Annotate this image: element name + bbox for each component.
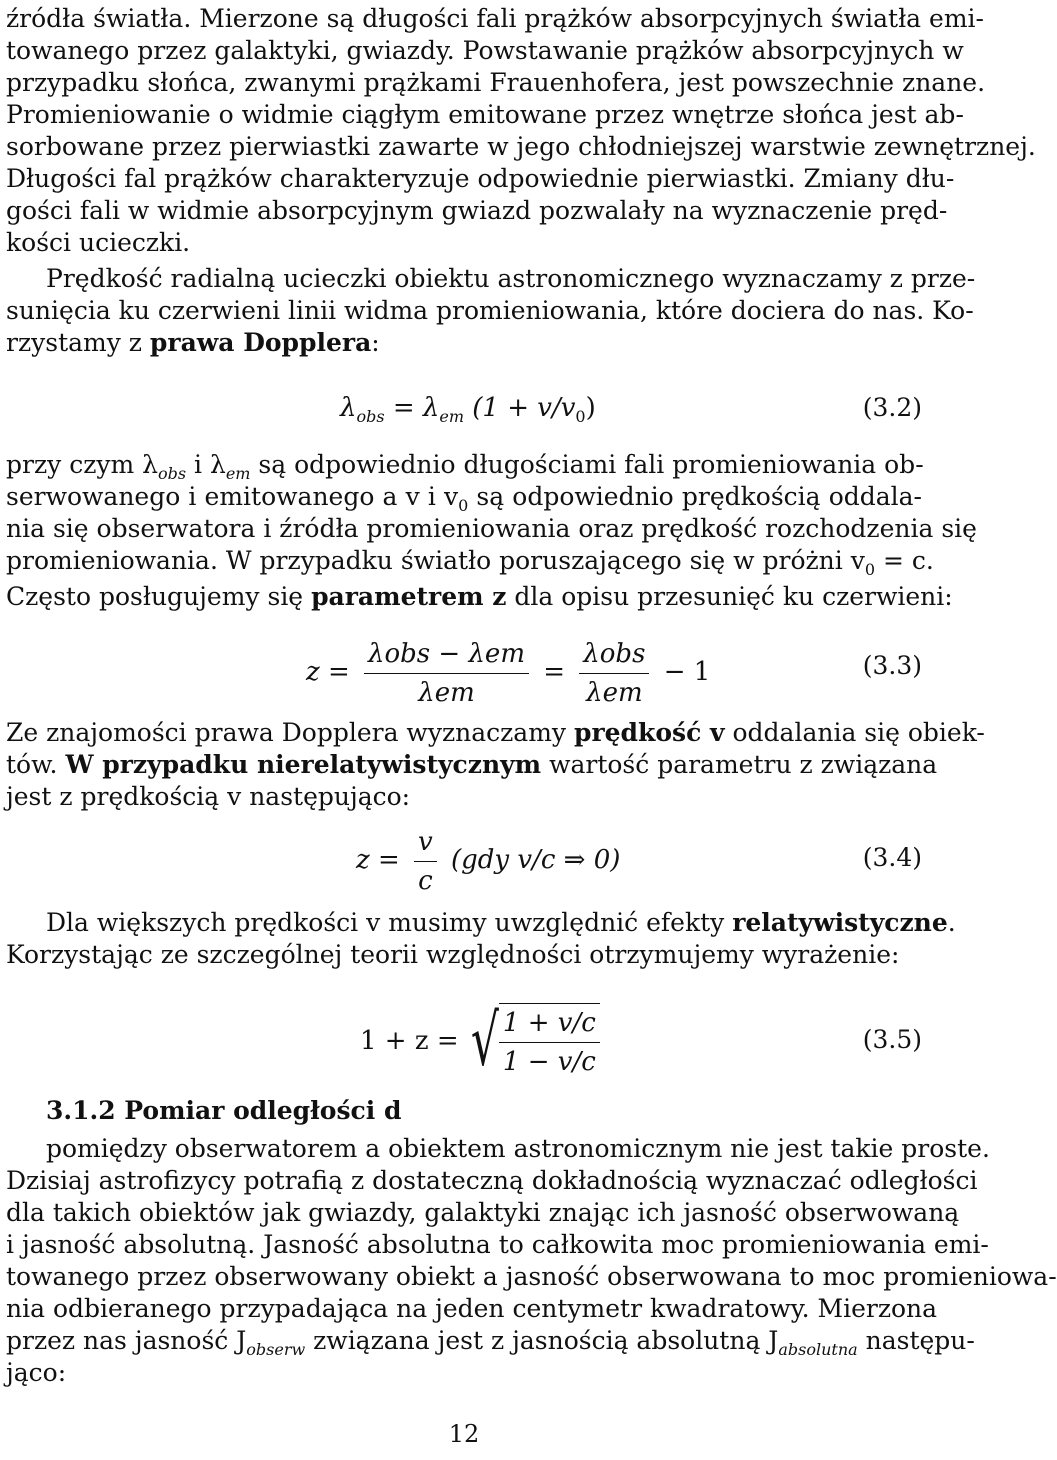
text-line: [6, 326, 380, 360]
equation-number: (3.3): [862, 651, 922, 680]
page-number: 12: [448, 1420, 480, 1448]
text-line: Dzisiaj astrofizycy potrafią z dostateczną dokładnością wyznaczać odległości: [6, 1166, 978, 1195]
text-line: pomiędzy obserwatorem a obiektem astronomicznym nie jest takie proste.: [46, 1134, 990, 1163]
text-line: dla takich obiektów jak gwiazdy, galaktyki znając ich jasność obserwowaną: [6, 1198, 960, 1227]
text-line: jest z prędkością v następująco:: [6, 782, 411, 811]
numerator: λobs − λem: [364, 635, 529, 674]
eq-part: ): [585, 393, 596, 423]
text-span: serwowanego i emitowanego a v i v: [6, 482, 459, 511]
fraction: [499, 1003, 600, 1081]
text-line: [6, 716, 985, 750]
denominator: λem: [418, 677, 475, 708]
text-span: i λ: [186, 450, 226, 479]
sqrt-icon: √: [470, 1000, 499, 1082]
text-span: są odpowiednio prędkością oddala-: [468, 482, 923, 511]
text-line: źródła światła. Mierzone są długości fali prążków absorpcyjnych światła emi-: [6, 4, 984, 33]
text-span: przy czym λ: [6, 450, 158, 479]
text-span: Często posługujemy się: [6, 582, 312, 611]
eq-part: 1 + z =: [360, 1026, 459, 1056]
text-span: rzystamy z: [6, 328, 150, 357]
text-line: nia odbieranego przypadająca na jeden centymetr kwadratowy. Mierzona: [6, 1294, 938, 1323]
numerator: v: [414, 823, 437, 862]
text-span: .: [947, 908, 956, 937]
text-span: dla opisu przesunięć ku czerwieni:: [506, 582, 953, 611]
eq-part: z =: [356, 845, 400, 875]
text-span: wartość parametru z związana: [541, 750, 938, 779]
numerator: λobs: [579, 635, 649, 674]
subscript: em: [439, 407, 465, 427]
bold-term: prawa Dopplera: [149, 328, 372, 357]
text-line: Prędkość radialną ucieczki obiektu astronomicznego wyznaczamy z prze-: [46, 264, 976, 293]
eq-part: (gdy v/c ⇒ 0): [450, 845, 621, 875]
text-line: gości fali w widmie absorpcyjnym gwiazd pozwalały na wyznaczenie pręd-: [6, 196, 948, 225]
text-line: Długości fal prążków charakteryzuje odpowiednie pierwiastki. Zmiany dłu-: [6, 164, 955, 193]
bold-term: W przypadku nierelatywistycznym: [65, 750, 542, 779]
subscript: obs: [158, 464, 187, 483]
text-line: jąco:: [6, 1358, 67, 1387]
equation-number: (3.2): [862, 393, 922, 422]
text-span: :: [371, 328, 380, 357]
text-span: związana jest z jasnością absolutną J: [305, 1326, 779, 1355]
text-span: następu-: [857, 1326, 975, 1355]
denominator: λem: [586, 677, 643, 708]
text-line: [6, 448, 922, 482]
fraction: [414, 823, 437, 900]
text-line: kości ucieczki.: [6, 228, 191, 257]
text-line: serwowanego i emitowanego a v i $v_0$ są odpowiednio prędkością oddala-: [6, 482, 923, 515]
text-line: i jasność absolutną. Jasność absolutna to całkowita moc promieniowania emi-: [6, 1230, 989, 1259]
equation-number: (3.4): [862, 843, 922, 872]
equation-3-3: [306, 632, 710, 712]
eq-part: z =: [306, 657, 350, 687]
text-line: przypadku słońca, zwanymi prążkami Frauenhofera, jest powszechnie znane.: [6, 68, 986, 97]
eq-part: = λ: [384, 393, 440, 423]
subscript: absolutna: [778, 1340, 858, 1359]
text-line: Promieniowanie o widmie ciągłym emitowane przez wnętrze słońca jest ab-: [6, 100, 964, 129]
subscript: obs: [356, 407, 385, 427]
section-heading: 3.1.2 Pomiar odległości d: [46, 1096, 402, 1125]
text-span: są odpowiednio długościami fali promieniowania ob-: [250, 450, 924, 479]
text-span: przez nas jasność J: [6, 1326, 247, 1355]
fraction: [579, 635, 649, 712]
denominator: 1 − v/c: [502, 1047, 596, 1077]
subscript: obserw: [246, 1340, 306, 1359]
text-line: Korzystając ze szczególnej teorii względności otrzymujemy wyrażenie:: [6, 940, 900, 969]
text-span: = c.: [875, 546, 934, 575]
equation-3-2: [340, 378, 596, 438]
lambda-symbol: λ: [340, 393, 357, 423]
text-span: oddalania się obiek-: [724, 718, 985, 747]
eq-part: − 1: [663, 657, 711, 687]
text-line: sunięcia ku czerwieni linii widma promieniowania, które dociera do nas. Ko-: [6, 296, 974, 325]
text-line: sorbowane przez pierwiastki zawarte w jego chłodniejszej warstwie zewnętrznej.: [6, 132, 1036, 161]
text-line: [6, 748, 938, 782]
text-line: towanego przez galaktyki, gwiazdy. Powstawanie prążków absorpcyjnych w: [6, 36, 964, 65]
subscript: em: [225, 464, 251, 483]
text-line: promieniowania. W przypadku światło poruszającego się w próżni $v_0 = c$.: [6, 546, 934, 579]
text-span: tów.: [6, 750, 66, 779]
numerator: 1 + v/c: [499, 1004, 600, 1043]
text-span: Dla większych prędkości v musimy uwzględnić efekty: [46, 908, 733, 937]
text-line: [46, 906, 956, 940]
text-span: Ze znajomości prawa Dopplera wyznaczamy: [6, 718, 574, 747]
text-line: [6, 580, 953, 614]
fraction: [364, 635, 529, 712]
denominator: c: [418, 865, 433, 896]
bold-term: prędkość v: [573, 718, 725, 747]
text-line: nia się obserwatora i źródła promieniowania oraz prędkość rozchodzenia się: [6, 514, 977, 543]
bold-term: parametrem z: [311, 582, 507, 611]
equation-3-5: [360, 996, 606, 1086]
eq-part: =: [543, 657, 566, 687]
equation-3-4: [356, 820, 620, 900]
text-span: promieniowania. W przypadku światło poruszającego się w próżni v: [6, 546, 865, 575]
bold-term: relatywistyczne: [732, 908, 948, 937]
subscript: 0: [575, 407, 586, 427]
text-line: towanego przez obserwowany obiekt a jasność obserwowana to moc promieniowa-: [6, 1262, 1057, 1291]
eq-part: (1 + v/v: [464, 393, 576, 423]
text-line: [6, 1324, 975, 1359]
equation-number: (3.5): [862, 1025, 922, 1054]
